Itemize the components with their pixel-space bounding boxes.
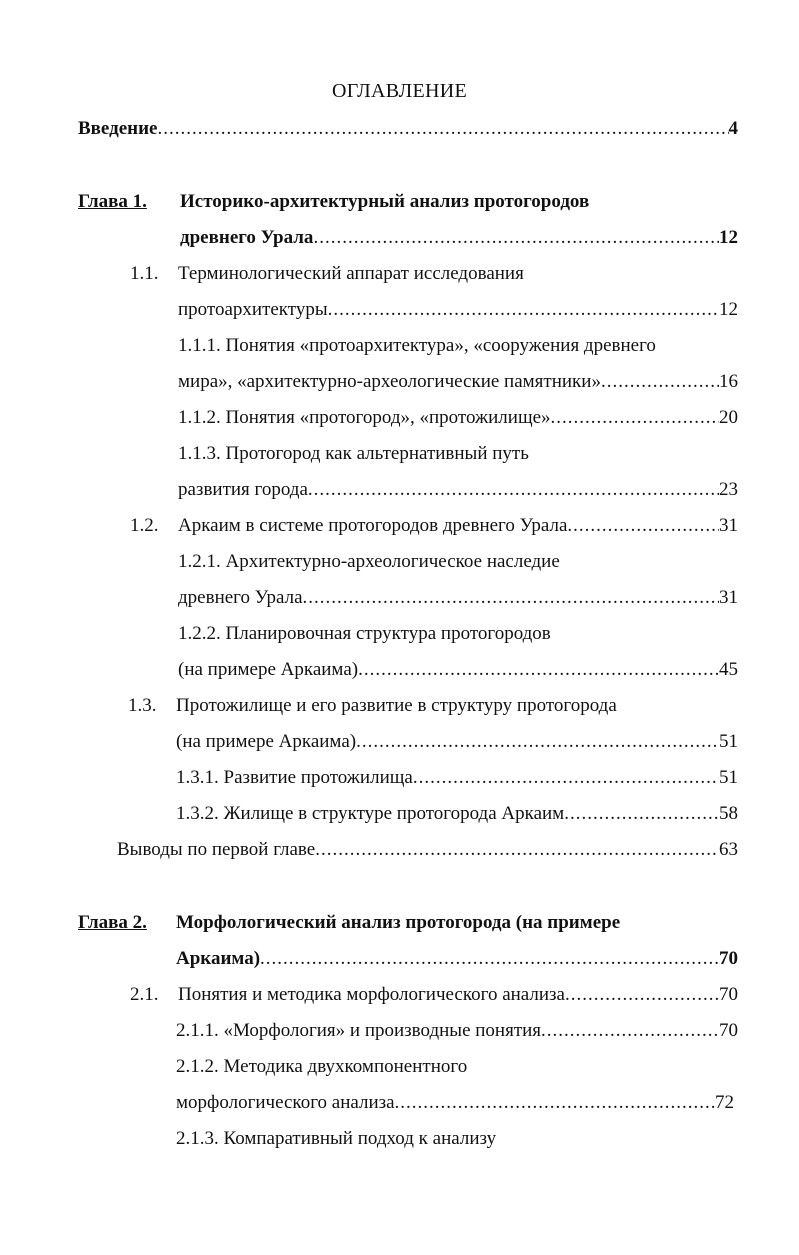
page-number: 58 [719, 803, 738, 824]
page-number: 20 [719, 407, 738, 428]
section-1-1-2-line1: 1.1.2. Понятия «протогород», «протожилище» [178, 407, 551, 428]
section-1-2-2-line2: (на примере Аркаима) [178, 659, 359, 680]
dot-leader [158, 117, 729, 141]
dot-leader [328, 298, 719, 322]
section-1-3-2-line1: 1.3.2. Жилище в структуре протогорода Аркаим [176, 803, 565, 824]
dot-leader [567, 514, 719, 538]
toc-entry-label: Введение [78, 118, 158, 139]
toc-entry-1-1-1[interactable] [178, 370, 738, 394]
section-1-2-line1: Аркаим в системе протогородов древнего Урала [178, 515, 568, 536]
toc-entry-1-2-2[interactable] [178, 658, 738, 682]
chapter-2-title-line1: Морфологический анализ протогорода (на примере [176, 912, 621, 933]
toc-entry-chapter-2[interactable] [176, 947, 738, 971]
page-number: 70 [719, 984, 738, 1005]
chapter-1-title-line1: Историко-архитектурный анализ протогородов [180, 191, 590, 212]
toc-entry-1-2[interactable] [178, 514, 738, 538]
chapter-1-label: Глава 1. [78, 191, 147, 212]
toc-entry-intro[interactable] [78, 117, 738, 141]
page-number: 23 [719, 479, 738, 500]
toc-entry-1-3[interactable] [176, 730, 738, 754]
toc-entry-1-1-3[interactable] [178, 478, 738, 502]
conclusions-label: Выводы по первой главе [117, 839, 316, 860]
section-2-1-2-line1: 2.1.2. Методика двухкомпонентного [176, 1056, 468, 1077]
section-2-1-line1: Понятия и методика морфологического анализа [178, 984, 565, 1005]
dot-leader [308, 478, 719, 502]
page-number: 51 [719, 731, 738, 752]
section-1-1-line1: Терминологический аппарат исследования [178, 263, 524, 284]
dot-leader [541, 1019, 719, 1043]
dot-leader [303, 586, 719, 610]
page-number: 72 [715, 1092, 734, 1113]
page-number: 12 [719, 299, 738, 320]
page-number: 31 [719, 587, 738, 608]
section-1-1-line2: протоархитектуры [178, 299, 328, 320]
toc-entry-1-1-2[interactable] [178, 406, 738, 430]
page-number: 70 [719, 948, 738, 969]
section-1-1-3-line1: 1.1.3. Протогород как альтернативный путь [178, 443, 529, 464]
dot-leader [315, 838, 719, 862]
page-number: 63 [719, 839, 738, 860]
section-number: 2.1. [130, 984, 159, 1005]
dot-leader [413, 766, 719, 790]
toc-entry-1-2-1[interactable] [178, 586, 738, 610]
dot-leader [564, 802, 719, 826]
toc-title: ОГЛАВЛЕНИЕ [332, 80, 467, 102]
chapter-2-title-line2: Аркаима) [176, 948, 261, 969]
section-1-3-line2: (на примере Аркаима) [176, 731, 357, 752]
section-1-1-1-line1: 1.1.1. Понятия «протоархитектура», «сооружения древнего [178, 335, 656, 356]
toc-entry-1-3-1[interactable] [176, 766, 738, 790]
section-2-1-1-line1: 2.1.1. «Морфология» и производные понятия [176, 1020, 542, 1041]
section-1-2-2-line1: 1.2.2. Планировочная структура протогородов [178, 623, 551, 644]
section-1-2-1-line2: древнего Урала [178, 587, 303, 608]
page-number: 45 [719, 659, 738, 680]
toc-entry-2-1-2[interactable] [176, 1091, 734, 1115]
dot-leader [260, 947, 719, 971]
section-1-2-1-line1: 1.2.1. Архитектурно-археологическое наследие [178, 551, 560, 572]
toc-entry-chapter-1[interactable] [180, 226, 738, 250]
dot-leader [551, 406, 719, 430]
chapter-1-title-line2: древнего Урала [180, 227, 314, 248]
section-1-3-line1: Протожилище и его развитие в структуру протогорода [176, 695, 617, 716]
dot-leader [601, 370, 719, 394]
chapter-2-label: Глава 2. [78, 912, 147, 933]
section-number: 1.3. [128, 695, 157, 716]
page-number: 70 [719, 1020, 738, 1041]
toc-entry-2-1[interactable] [178, 983, 738, 1007]
toc-entry-2-1-1[interactable] [176, 1019, 738, 1043]
dot-leader [356, 730, 719, 754]
dot-leader [313, 226, 719, 250]
page-number: 4 [728, 118, 738, 139]
section-1-3-1-line1: 1.3.1. Развитие протожилища [176, 767, 413, 788]
page-number: 51 [719, 767, 738, 788]
section-2-1-2-line2: морфологического анализа [176, 1092, 395, 1113]
toc-entry-conclusions-1[interactable] [117, 838, 738, 862]
toc-entry-1-3-2[interactable] [176, 802, 738, 826]
section-number: 1.2. [130, 515, 159, 536]
section-number: 1.1. [130, 263, 159, 284]
section-1-1-3-line2: развития города [178, 479, 308, 500]
toc-entry-1-1[interactable] [178, 298, 738, 322]
dot-leader [395, 1091, 715, 1115]
section-2-1-3-line1: 2.1.3. Компаративный подход к анализу [176, 1128, 497, 1149]
dot-leader [358, 658, 719, 682]
page-number: 16 [719, 371, 738, 392]
page-number: 12 [719, 227, 738, 248]
section-1-1-1-line2: мира», «архитектурно-археологические памятники» [178, 371, 601, 392]
dot-leader [565, 983, 719, 1007]
page-number: 31 [719, 515, 738, 536]
